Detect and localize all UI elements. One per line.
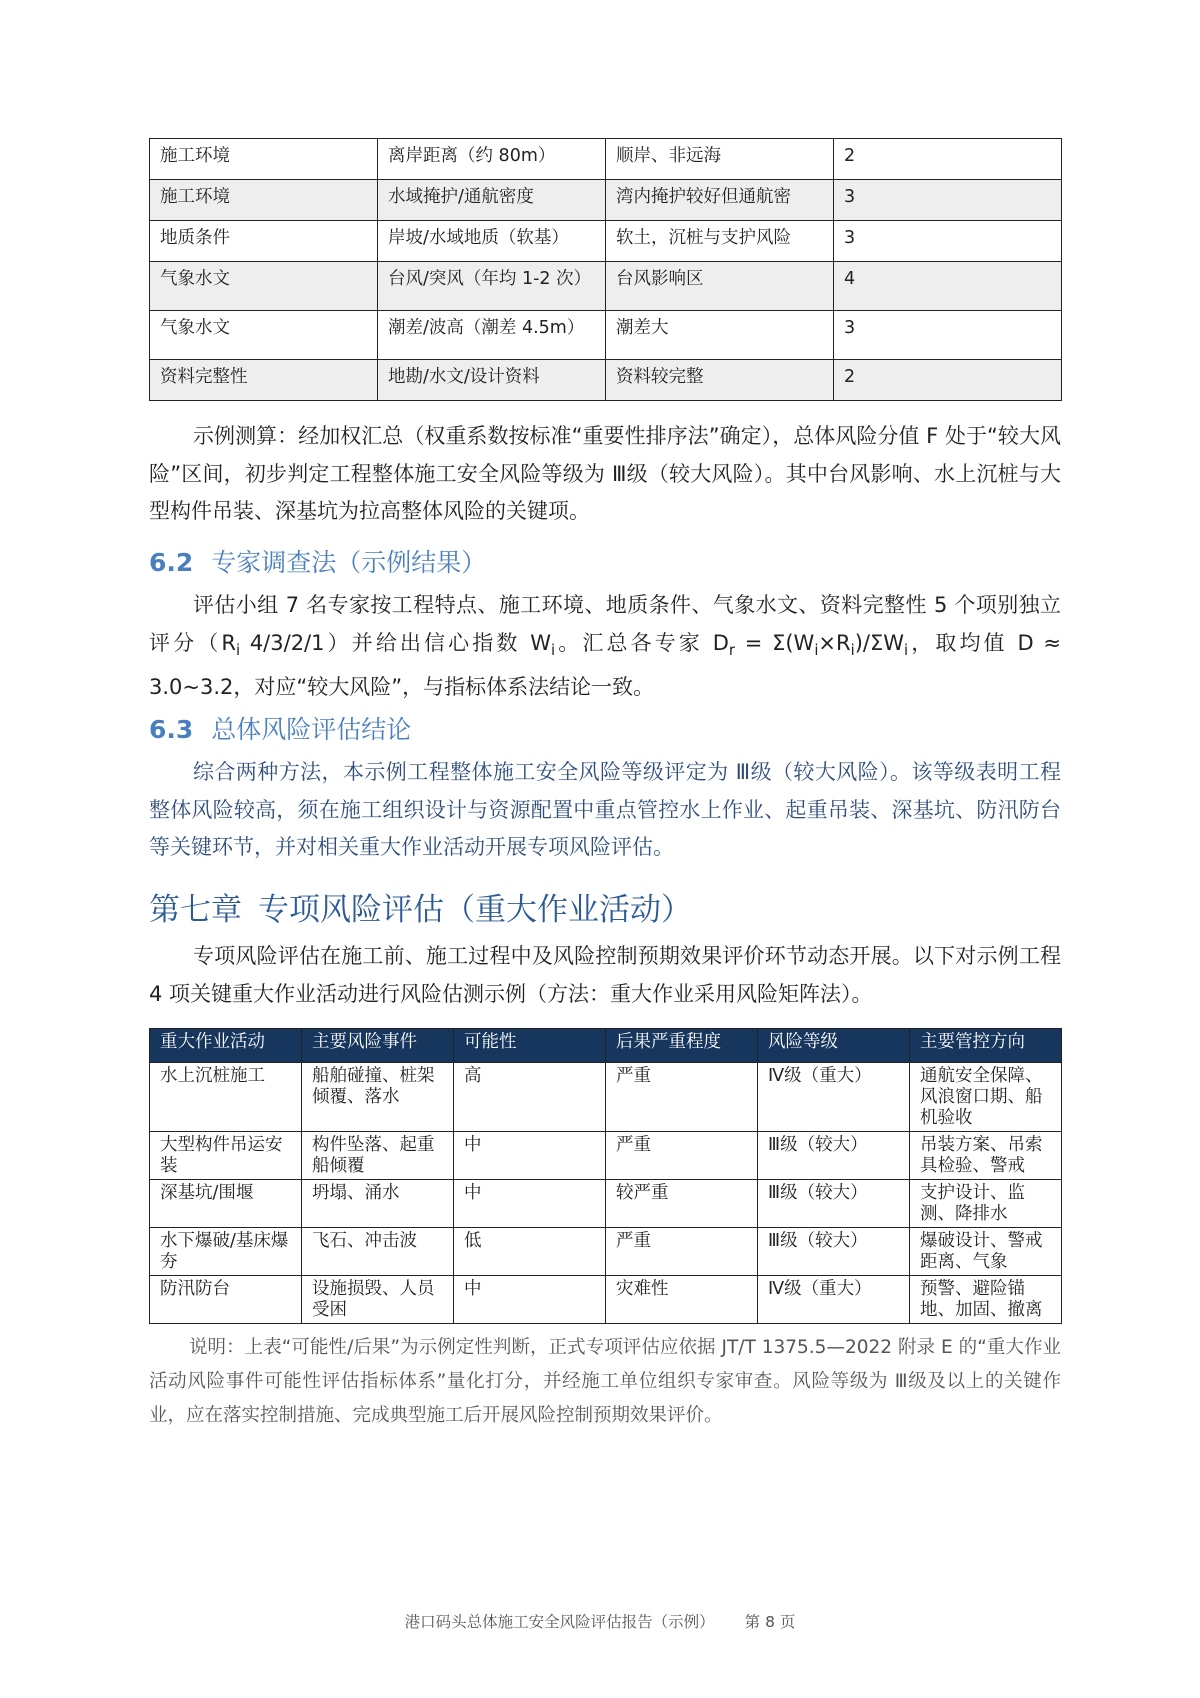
column-header: 可能性 — [454, 1029, 606, 1063]
table-cell: 严重 — [606, 1063, 758, 1132]
table-cell: 地质条件 — [150, 221, 378, 262]
table-cell: 严重 — [606, 1228, 758, 1276]
table-cell: 构件坠落、起重船倾覆 — [302, 1132, 454, 1180]
text-run: 评估小组 7 名专家按工程特点、施工环境、地质条件、气象水文、资料完整性 5 个项别独立评分（R — [149, 593, 1061, 655]
major-activity-risk-table — [149, 1028, 1062, 1324]
table-cell: 中 — [454, 1132, 606, 1180]
table-cell: 离岸距离（约 80m） — [378, 139, 606, 180]
table-cell: 中 — [454, 1180, 606, 1228]
subscript: i — [551, 641, 556, 659]
column-header: 风险等级 — [758, 1029, 910, 1063]
table-cell: 台风影响区 — [606, 262, 834, 311]
overall-conclusion-paragraph: 综合两种方法，本示例工程整体施工安全风险等级评定为 Ⅲ级（较大风险）。该等级表明工程整体风险较高，须在施工组织设计与资源配置中重点管控水上作业、起重吊装、深基坑、防汛防台等关键环节，并对相关重大作业活动开展专项风险评估。 — [149, 760, 1061, 859]
table-cell: 爆破设计、警戒距离、气象 — [910, 1228, 1062, 1276]
table-cell: 湾内掩护较好但通航密 — [606, 180, 834, 221]
table-cell: 水域掩护/通航密度 — [378, 180, 606, 221]
table-cell: 施工环境 — [150, 139, 378, 180]
table-cell: 深基坑/围堰 — [150, 1180, 302, 1228]
table-cell: 防汛防台 — [150, 1276, 302, 1324]
table-cell: 台风/突风（年均 1-2 次） — [378, 262, 606, 311]
table-cell: 施工环境 — [150, 180, 378, 221]
section-title: 专家调查法（示例结果） — [211, 548, 487, 577]
text-run: = Σ(W — [734, 630, 815, 655]
table-cell: 软土，沉桩与支护风险 — [606, 221, 834, 262]
expert-survey-paragraph — [149, 587, 1061, 707]
table-cell: 高 — [454, 1063, 606, 1132]
chapter-7-heading — [149, 890, 692, 930]
table-cell: 飞石、冲击波 — [302, 1228, 454, 1276]
example-calculation-paragraph: 示例测算：经加权汇总（权重系数按标准“重要性排序法”确定），总体风险分值 F 处于“较大风险”区间，初步判定工程整体施工安全风险等级为 Ⅲ级（较大风险）。其中台风影响、水上沉桩与大型构件吊装、深基坑为拉高整体风险的关键项。 — [149, 424, 1061, 523]
table-row — [150, 139, 1062, 180]
text-run: ×R — [818, 630, 851, 655]
table-row — [150, 360, 1062, 401]
text-run: 4/3/2/1）并给出信心指数 W — [240, 630, 552, 655]
table-cell: 4 — [834, 262, 1062, 311]
table-cell: 资料完整性 — [150, 360, 378, 401]
table-cell: Ⅳ级（重大） — [758, 1063, 910, 1132]
table-cell: 资料较完整 — [606, 360, 834, 401]
subscript: i — [904, 641, 909, 659]
footer-title: 港口码头总体施工安全风险评估报告（示例） — [404, 1613, 715, 1631]
table-cell: Ⅲ级（较大） — [758, 1228, 910, 1276]
table-cell: 岸坡/水域地质（软基） — [378, 221, 606, 262]
table-row — [150, 1063, 1062, 1132]
table-cell: 低 — [454, 1228, 606, 1276]
column-header: 主要管控方向 — [910, 1029, 1062, 1063]
table-cell: 坍塌、涌水 — [302, 1180, 454, 1228]
table-cell: 2 — [834, 139, 1062, 180]
table-cell: 预警、避险锚地、加固、撤离 — [910, 1276, 1062, 1324]
table-row — [150, 1132, 1062, 1180]
table-cell: 较严重 — [606, 1180, 758, 1228]
column-header: 后果严重程度 — [606, 1029, 758, 1063]
page-footer — [0, 1610, 1200, 1632]
table-row — [150, 1276, 1062, 1324]
special-assessment-paragraph: 专项风险评估在施工前、施工过程中及风险控制预期效果评价环节动态开展。以下对示例工程 4 项关键重大作业活动进行风险估测示例（方法：重大作业采用风险矩阵法）。 — [149, 944, 1061, 1006]
table-cell: 中 — [454, 1276, 606, 1324]
table-row — [150, 180, 1062, 221]
section-number: 6.2 — [149, 548, 194, 577]
column-header: 主要风险事件 — [302, 1029, 454, 1063]
table-cell: Ⅳ级（重大） — [758, 1276, 910, 1324]
table-row — [150, 262, 1062, 311]
table-row — [150, 221, 1062, 262]
subscript: i — [814, 641, 819, 659]
table-row — [150, 1180, 1062, 1228]
table-cell: 顺岸、非远海 — [606, 139, 834, 180]
table-cell: 气象水文 — [150, 262, 378, 311]
table-cell: 3 — [834, 180, 1062, 221]
table-cell: 地勘/水文/设计资料 — [378, 360, 606, 401]
table-cell: 潮差大 — [606, 311, 834, 360]
table-cell: 3 — [834, 311, 1062, 360]
section-6-2-heading — [149, 546, 486, 580]
table-cell: 大型构件吊运安装 — [150, 1132, 302, 1180]
table-note: 说明：上表“可能性/后果”为示例定性判断，正式专项评估应依据 JT/T 1375.5—2022 附录 E 的“重大作业活动风险事件可能性评估指标体系”量化打分，并经施工单位组织专家审查。风险等级为 Ⅲ级及以上的关键作业，应在落实控制措施、完成典型施工后开展风险控制预期效果评价。 — [149, 1337, 1061, 1426]
table-cell: 潮差/波高（潮差 4.5m） — [378, 311, 606, 360]
text-run: 。汇总各专家 D — [555, 630, 729, 655]
subscript: r — [728, 641, 735, 659]
table-cell: 吊装方案、吊索具检验、警戒 — [910, 1132, 1062, 1180]
table-cell: 3 — [834, 221, 1062, 262]
text-run: )/ΣW — [854, 630, 905, 655]
table-cell: 气象水文 — [150, 311, 378, 360]
table-cell: 船舶碰撞、桩架倾覆、落水 — [302, 1063, 454, 1132]
table-cell: 支护设计、监测、降排水 — [910, 1180, 1062, 1228]
table-cell: 灾难性 — [606, 1276, 758, 1324]
table-cell: 严重 — [606, 1132, 758, 1180]
table-cell: 2 — [834, 360, 1062, 401]
table-header-row — [150, 1029, 1062, 1063]
section-6-3-heading — [149, 713, 411, 747]
section-title: 总体风险评估结论 — [211, 715, 412, 744]
table-cell: 水下爆破/基床爆夯 — [150, 1228, 302, 1276]
chapter-title: 专项风险评估（重大作业活动） — [258, 892, 692, 928]
table-cell: 设施损毁、人员受困 — [302, 1276, 454, 1324]
page-number: 第 8 页 — [744, 1613, 796, 1631]
chapter-number: 第七章 — [149, 892, 242, 928]
table-row — [150, 311, 1062, 360]
risk-indicator-table — [149, 138, 1062, 401]
table-cell: 水上沉桩施工 — [150, 1063, 302, 1132]
subscript: i — [235, 641, 241, 659]
table-cell: Ⅲ级（较大） — [758, 1132, 910, 1180]
table-cell: Ⅲ级（较大） — [758, 1180, 910, 1228]
subscript: i — [850, 641, 855, 659]
text-run: ，取均值 D ≈ 3.0~3.2，对应“较大风险”，与指标体系法结论一致。 — [149, 630, 1062, 700]
table-row — [150, 1228, 1062, 1276]
section-number: 6.3 — [149, 715, 194, 744]
column-header: 重大作业活动 — [150, 1029, 302, 1063]
table-cell: 通航安全保障、风浪窗口期、船机验收 — [910, 1063, 1062, 1132]
